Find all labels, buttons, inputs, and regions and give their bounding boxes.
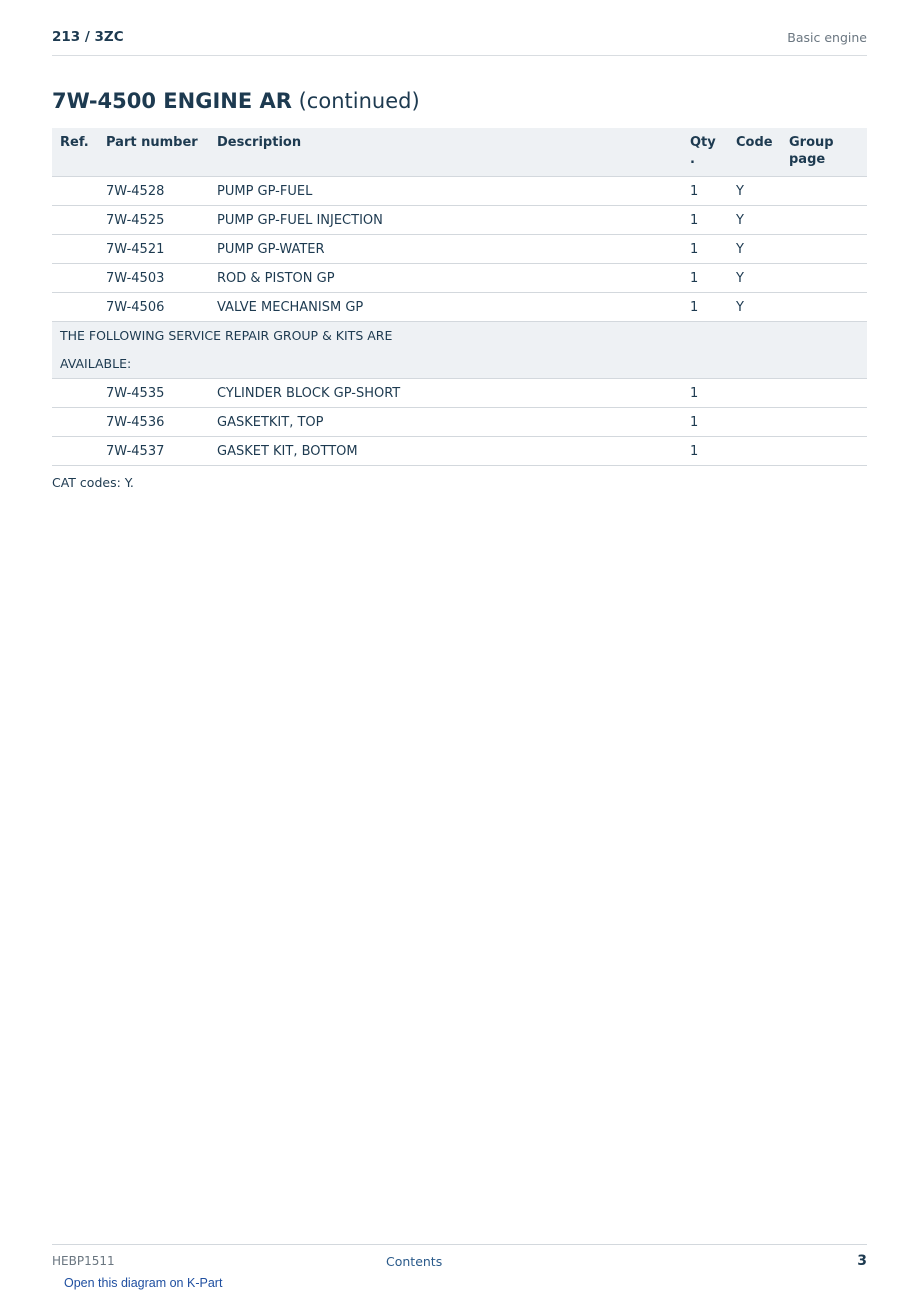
cell-ref xyxy=(52,264,98,293)
cell-group-page xyxy=(781,206,867,235)
contents-link[interactable]: Contents xyxy=(386,1254,443,1269)
table-row xyxy=(52,235,867,264)
cell-description: VALVE MECHANISM GP xyxy=(209,293,682,322)
cell-qty: 1 xyxy=(682,206,728,235)
cell-ref xyxy=(52,379,98,408)
cell-qty: 1 xyxy=(682,177,728,206)
cell-group-page xyxy=(781,177,867,206)
document-id: HEBP1511 xyxy=(52,1254,115,1268)
cell-part-number: 7W-4537 xyxy=(98,437,209,466)
page-reference: 213 / 3ZC xyxy=(52,29,124,45)
column-header-part-number: Part number xyxy=(98,128,209,177)
cell-qty: 1 xyxy=(682,437,728,466)
table-row xyxy=(52,408,867,437)
title-suffix: (continued) xyxy=(291,89,420,113)
cell-group-page xyxy=(781,437,867,466)
cell-qty: 1 xyxy=(682,235,728,264)
page-number: 3 xyxy=(857,1253,867,1269)
parts-table xyxy=(52,128,867,466)
cell-description: GASKET KIT, BOTTOM xyxy=(209,437,682,466)
page-footer xyxy=(52,1244,867,1271)
cell-description: PUMP GP-FUEL INJECTION xyxy=(209,206,682,235)
cell-qty: 1 xyxy=(682,408,728,437)
cell-description: ROD & PISTON GP xyxy=(209,264,682,293)
cell-ref xyxy=(52,235,98,264)
open-on-kpart-link[interactable]: Open this diagram on K-Part xyxy=(64,1276,223,1290)
cell-part-number: 7W-4503 xyxy=(98,264,209,293)
cell-description: CYLINDER BLOCK GP-SHORT xyxy=(209,379,682,408)
cell-code xyxy=(728,408,781,437)
cell-ref xyxy=(52,293,98,322)
cell-qty: 1 xyxy=(682,293,728,322)
cell-part-number: 7W-4535 xyxy=(98,379,209,408)
page-title xyxy=(52,89,420,113)
cell-part-number: 7W-4536 xyxy=(98,408,209,437)
note-filler xyxy=(682,322,867,379)
cell-part-number: 7W-4506 xyxy=(98,293,209,322)
cell-code xyxy=(728,379,781,408)
column-header-group-page: Group page xyxy=(781,128,867,177)
cell-description: PUMP GP-FUEL xyxy=(209,177,682,206)
table-row xyxy=(52,437,867,466)
cell-code: Y xyxy=(728,293,781,322)
column-header-ref: Ref. xyxy=(52,128,98,177)
cell-qty: 1 xyxy=(682,264,728,293)
cell-code: Y xyxy=(728,235,781,264)
cell-ref xyxy=(52,177,98,206)
cell-code xyxy=(728,437,781,466)
cell-code: Y xyxy=(728,264,781,293)
cell-group-page xyxy=(781,264,867,293)
cell-group-page xyxy=(781,379,867,408)
cell-part-number: 7W-4525 xyxy=(98,206,209,235)
column-header-code: Code xyxy=(728,128,781,177)
cell-qty: 1 xyxy=(682,379,728,408)
page-header xyxy=(52,27,867,56)
cell-description: PUMP GP-WATER xyxy=(209,235,682,264)
cat-codes-note: CAT codes: Y. xyxy=(52,475,134,490)
cell-part-number: 7W-4521 xyxy=(98,235,209,264)
cell-ref xyxy=(52,437,98,466)
cell-group-page xyxy=(781,408,867,437)
table-header-row xyxy=(52,128,867,177)
cell-ref xyxy=(52,408,98,437)
table-row xyxy=(52,379,867,408)
column-header-qty: Qty . xyxy=(682,128,728,177)
note-row xyxy=(52,322,867,379)
cell-group-page xyxy=(781,235,867,264)
cell-group-page xyxy=(781,293,867,322)
note-text: THE FOLLOWING SERVICE REPAIR GROUP & KITS ARE AVAILABLE: xyxy=(52,322,682,379)
column-header-description: Description xyxy=(209,128,682,177)
table-row xyxy=(52,177,867,206)
section-name: Basic engine xyxy=(787,30,867,45)
cell-part-number: 7W-4528 xyxy=(98,177,209,206)
cell-ref xyxy=(52,206,98,235)
table-row xyxy=(52,264,867,293)
cell-description: GASKETKIT, TOP xyxy=(209,408,682,437)
table-row xyxy=(52,206,867,235)
cell-code: Y xyxy=(728,206,781,235)
cell-code: Y xyxy=(728,177,781,206)
title-main: 7W-4500 ENGINE AR xyxy=(52,89,292,113)
table-row xyxy=(52,293,867,322)
